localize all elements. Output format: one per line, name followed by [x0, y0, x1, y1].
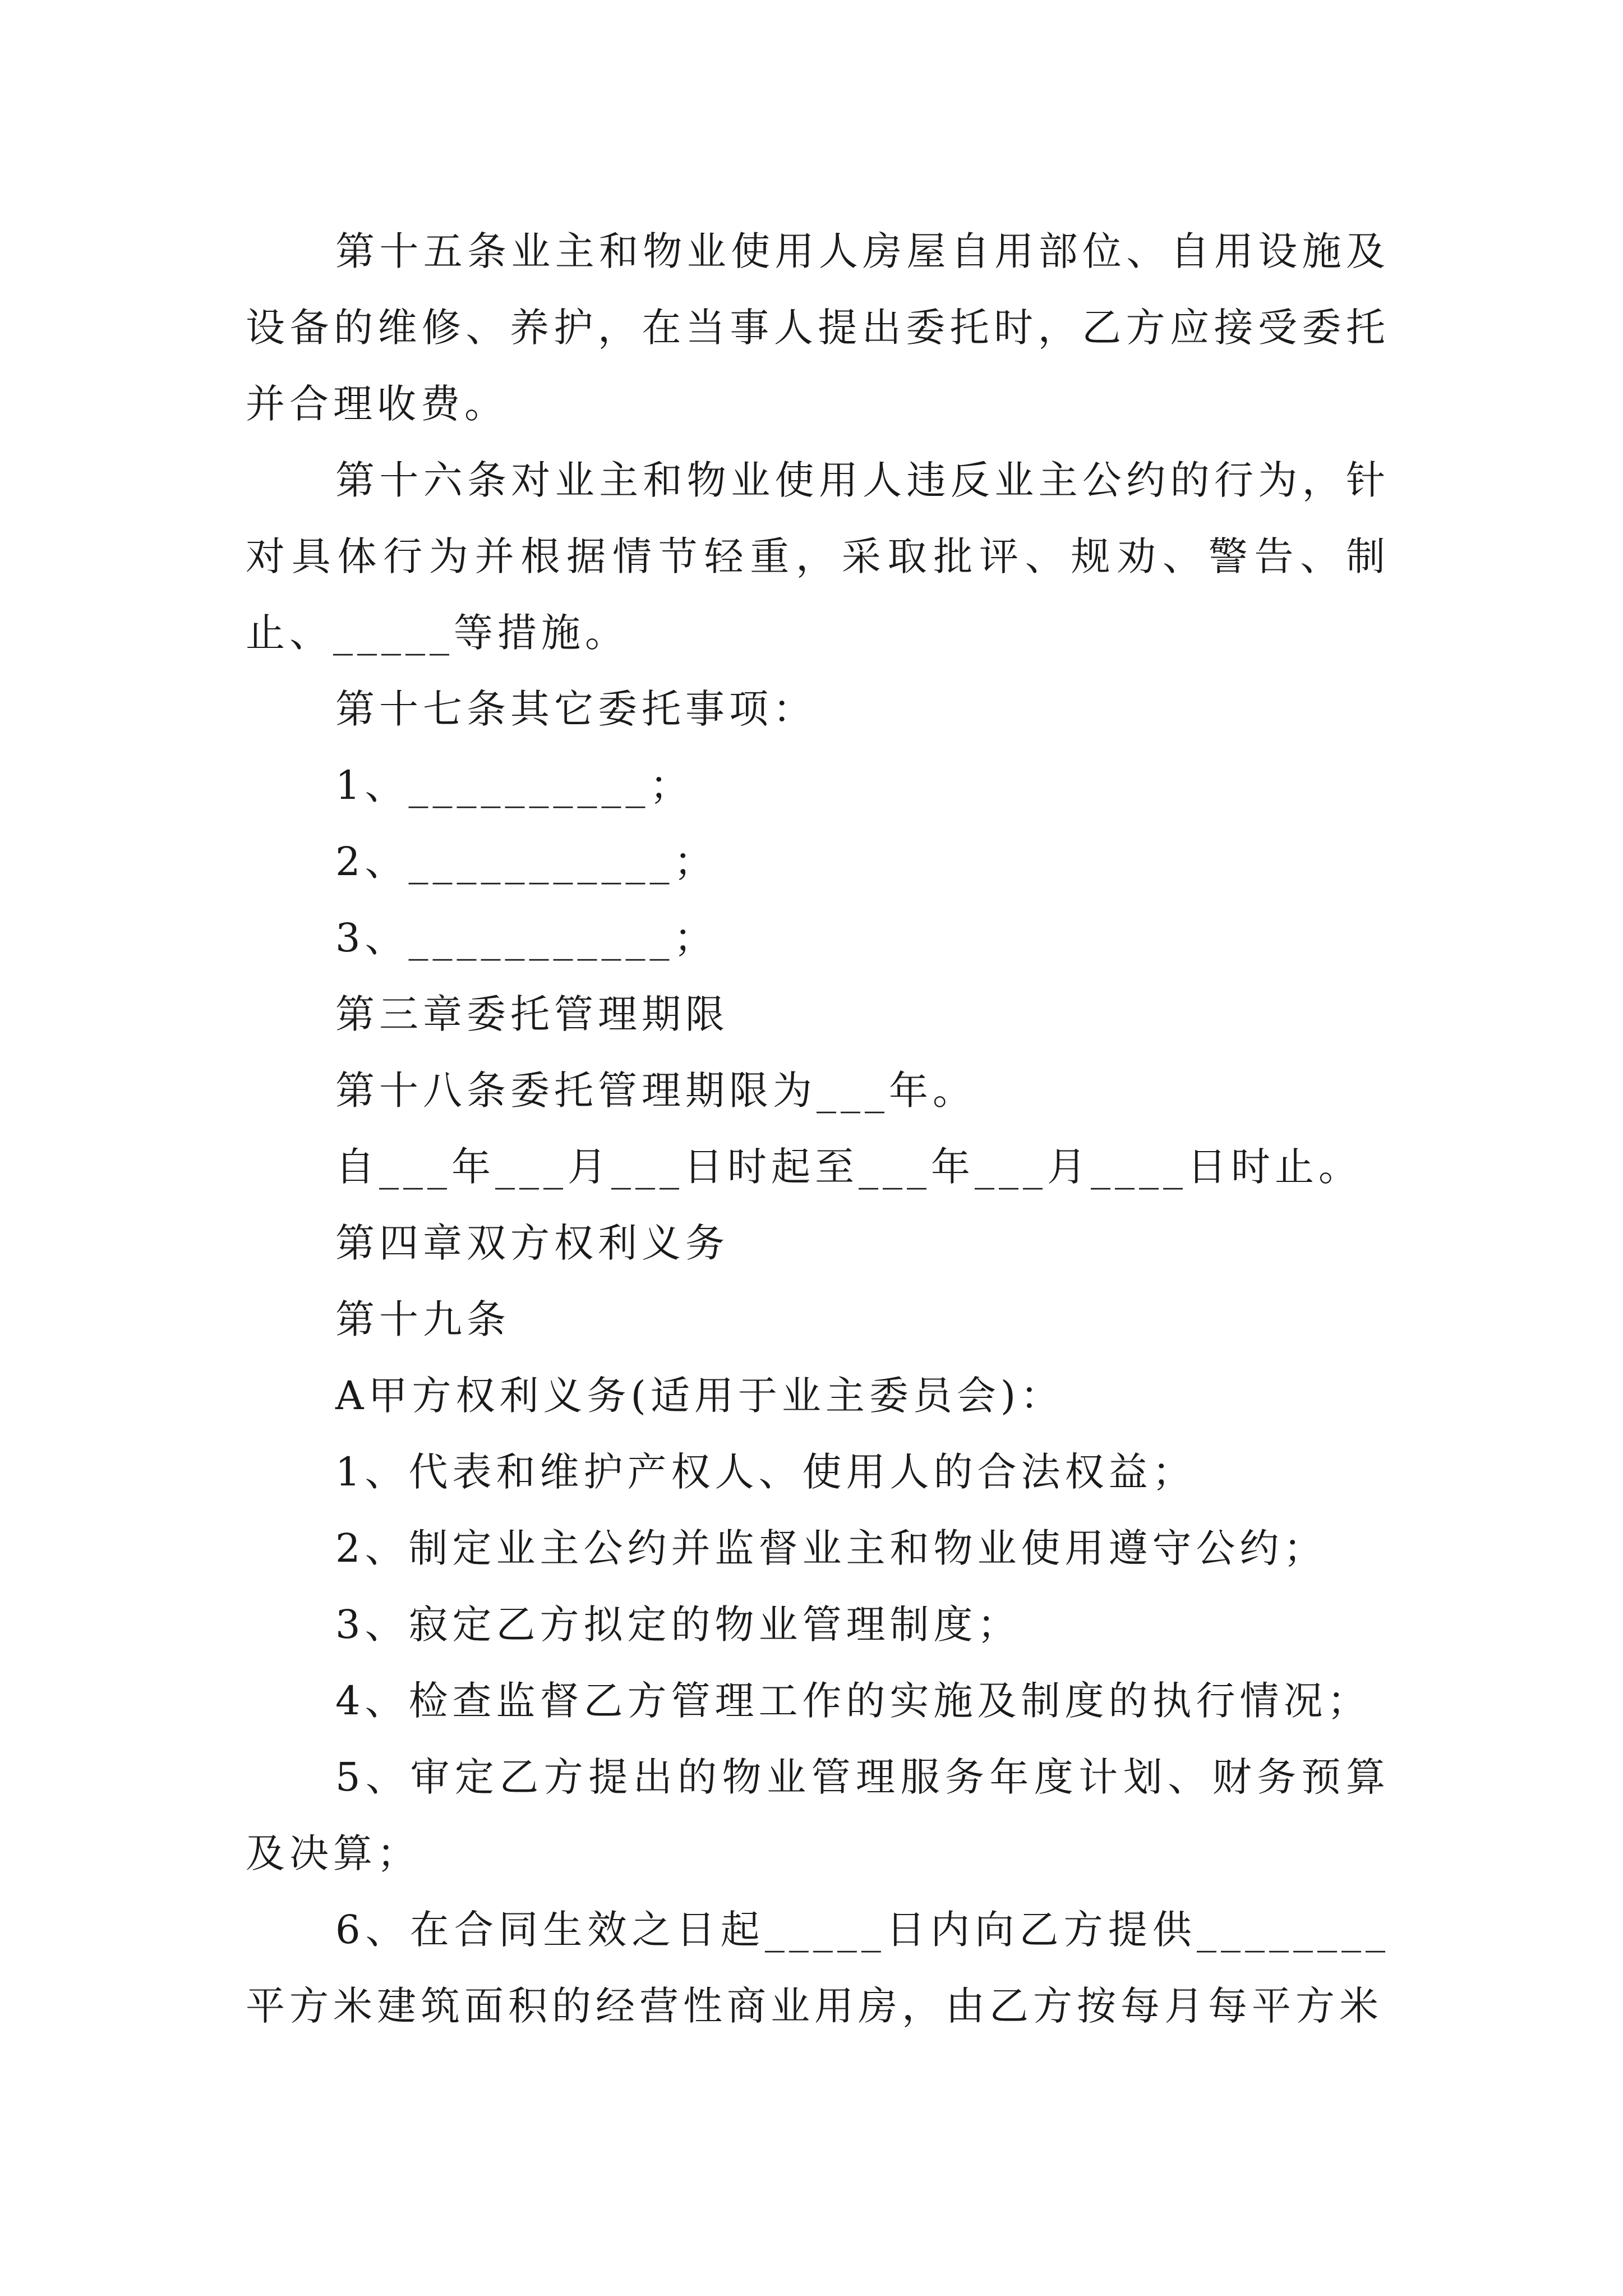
article-17-item-3: 3、___________；: [335, 915, 718, 961]
chapter-3-heading: 第三章委托管理期限: [335, 991, 729, 1037]
article-18-paragraph: 第十八条委托管理期限为___年。: [335, 1068, 976, 1114]
article-17-item-2: 2、___________；: [335, 839, 718, 885]
article-16-paragraph: 第十六条对业主和物业使用人违反业主公约的行为，针对具体行为并根据情节轻重，采取批评、规劝、警告、制止、_____等措施。: [246, 457, 1390, 656]
party-a-rights-heading: A甲方权利义务(适用于业主委员会)：: [335, 1373, 1064, 1419]
article-17-heading: 第十七条其它委托事项：: [335, 686, 817, 732]
term-date-range: 自___年___月___日时起至___年___月____日时止。: [335, 1144, 1362, 1190]
article-15-paragraph: 第十五条业主和物业使用人房屋自用部位、自用设施及设备的维修、养护，在当事人提出委托时，乙方应接受委托并合理收费。: [246, 228, 1390, 427]
party-a-item-5: 5、审定乙方提出的物业管理服务年度计划、财务预算及决算；: [246, 1754, 1390, 1876]
party-a-item-4: 4、检查监督乙方管理工作的实施及制度的执行情况；: [335, 1678, 1371, 1724]
party-a-item-6: 6、在合同生效之日起_____日内向乙方提供________平方米建筑面积的经营性商业用房，由乙方按每月每平方米: [246, 1907, 1390, 2029]
party-a-item-1: 1、代表和维护产权人、使用人的合法权益；: [335, 1449, 1196, 1495]
article-19-heading: 第十九条: [335, 1296, 510, 1342]
document-body: [246, 213, 1390, 2044]
article-17-item-1: 1、__________；: [335, 762, 694, 808]
party-a-item-3: 3、寂定乙方拟定的物业管理制度；: [335, 1602, 1021, 1648]
party-a-item-2: 2、制定业主公约并监督业主和物业使用遵守公约；: [335, 1525, 1327, 1571]
chapter-4-heading: 第四章双方权利义务: [335, 1220, 729, 1266]
